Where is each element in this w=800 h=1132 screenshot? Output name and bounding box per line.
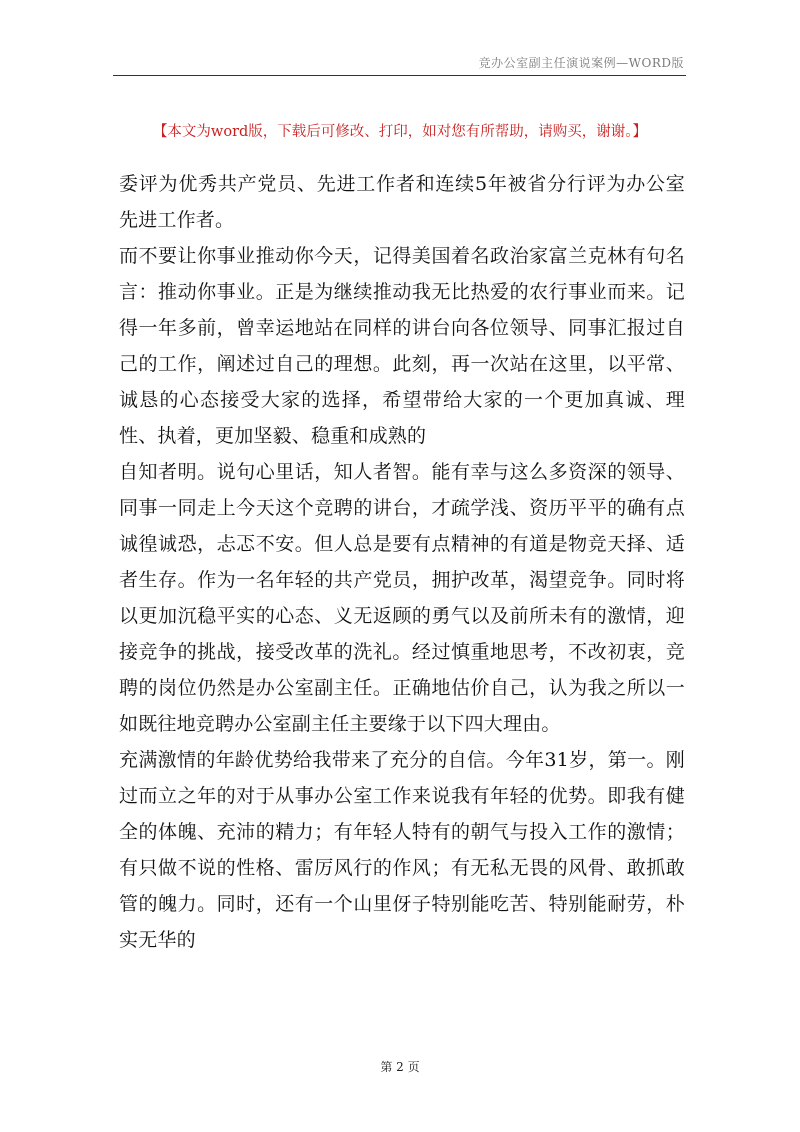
running-header: 竞办公室副主任演说案例—WORD版 — [478, 56, 684, 70]
page-number: 第 2 页 — [380, 1060, 420, 1074]
paragraph: 自知者明。说句心里话，知人者智。能有幸与这么多资深的领导、同事一同走上今天这个竞聘的讲台，才疏学浅、资历平平的确有点诚徨诚恐，忐忑不安。但人总是要有点精神的有道是物竞天择、适者生存。作为一名年轻的共产党员，拥护改革，渴望竞争。同时将以更加沉稳平实的心态、义无返顾的勇气以及前所未有的激情，迎接竞争的挑战，接受改革的洗礼。经过慎重地思考，不改初衷，竞聘的岗位仍然是办公室副主任。正确地估价自己，认为我之所以一如既往地竞聘办公室副主任主要缘于以下四大理由。 — [119, 461, 685, 735]
header-divider — [113, 75, 686, 76]
paragraph: 委评为优秀共产党员、先进工作者和连续5年被省分行评为办公室先进工作者。 — [119, 173, 685, 231]
paragraph: 充满激情的年龄优势给我带来了充分的自信。今年31岁，第一。刚过而立之年的对于从事办公室工作来说我有年轻的优势。即我有健全的体魄、充沛的精力；有年轻人特有的朝气与投入工作的激情；有只做不说的性格、雷厉风行的作风；有无私无畏的风骨、敢抓敢管的魄力。同时，还有一个山里伢子特别能吃苦、特别能耐劳，朴实无华的 — [119, 749, 685, 951]
document-body — [119, 166, 685, 958]
download-notice: 【本文为word版，下载后可修改、打印，如对您有所帮助，请购买，谢谢。】 — [152, 124, 648, 140]
paragraph: 而不要让你事业推动你今天，记得美国着名政治家富兰克林有句名言：推动你事业。正是为继续推动我无比热爱的农行事业而来。记得一年多前，曾幸运地站在同样的讲台向各位领导、同事汇报过自己的工作，阐述过自己的理想。此刻，再一次站在这里，以平常、诚恳的心态接受大家的选择，希望带给大家的一个更加真诚、理性、执着，更加坚毅、稳重和成熟的 — [119, 245, 685, 447]
